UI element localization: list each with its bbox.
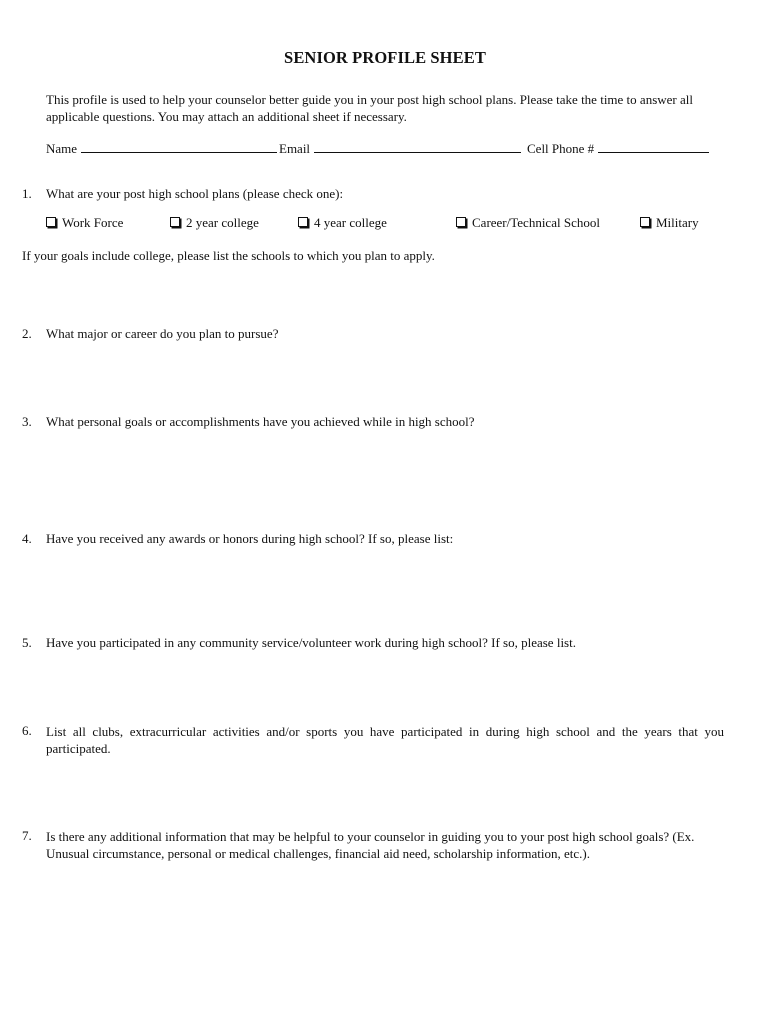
question-3-number: 3.	[22, 414, 32, 429]
question-6-number: 6.	[22, 723, 32, 738]
question-3-text: What personal goals or accomplishments have you achieved while in high school?	[46, 414, 475, 429]
question-4-text: Have you received any awards or honors during high school? If so, please list:	[46, 531, 454, 546]
name-field[interactable]	[46, 140, 277, 157]
checkbox-icon[interactable]	[456, 217, 466, 227]
college-prompt: If your goals include college, please list the schools to which you plan to apply.	[22, 248, 435, 263]
question-7-number: 7.	[22, 828, 32, 843]
question-4-number: 4.	[22, 531, 32, 546]
question-7-text: Is there any additional information that may be helpful to your counselor in guiding you to your post high school goals? (Ex. Unusual circumstance, personal or medical challenges, financial aid need, scholarship information, etc.).	[46, 829, 695, 861]
option-label: Career/Technical School	[472, 215, 600, 230]
question-1-text: What are your post high school plans (please check one):	[46, 186, 344, 201]
checkbox-icon[interactable]	[640, 217, 650, 227]
option-label: 4 year college	[314, 215, 387, 230]
option-2-year-college[interactable]	[170, 215, 259, 231]
option-military[interactable]	[640, 215, 699, 231]
cell-phone-label: Cell Phone #	[527, 141, 595, 156]
question-5-text: Have you participated in any community service/volunteer work during high school? If so, please list.	[46, 635, 576, 650]
email-underline[interactable]	[314, 140, 521, 153]
option-label: Military	[656, 215, 699, 230]
option-career-technical-school[interactable]	[456, 215, 600, 231]
checkbox-icon[interactable]	[298, 217, 308, 227]
question-2-number: 2.	[22, 326, 32, 341]
question-1-number: 1.	[22, 186, 32, 201]
question-6-text: List all clubs, extracurricular activities and/or sports you have participated in during high school and the years that you participated.	[46, 724, 724, 756]
name-label: Name	[46, 141, 78, 156]
cell-phone-underline[interactable]	[598, 140, 709, 153]
email-field[interactable]	[279, 140, 521, 157]
checkbox-icon[interactable]	[170, 217, 180, 227]
name-underline[interactable]	[81, 140, 277, 153]
option-label: Work Force	[62, 215, 124, 230]
question-2-text: What major or career do you plan to pursue?	[46, 326, 279, 341]
checkbox-icon[interactable]	[46, 217, 56, 227]
email-label: Email	[279, 141, 311, 156]
cell-phone-field[interactable]	[527, 140, 709, 157]
option-4-year-college[interactable]	[298, 215, 387, 231]
option-work-force[interactable]	[46, 215, 123, 231]
question-5-number: 5.	[22, 635, 32, 650]
page-title: SENIOR PROFILE SHEET	[284, 48, 486, 67]
option-label: 2 year college	[186, 215, 259, 230]
intro-paragraph: This profile is used to help your counselor better guide you in your post high school plans. Please take the time to answer all applicable questions. You may attach an additional sheet if necessary.	[46, 92, 693, 124]
